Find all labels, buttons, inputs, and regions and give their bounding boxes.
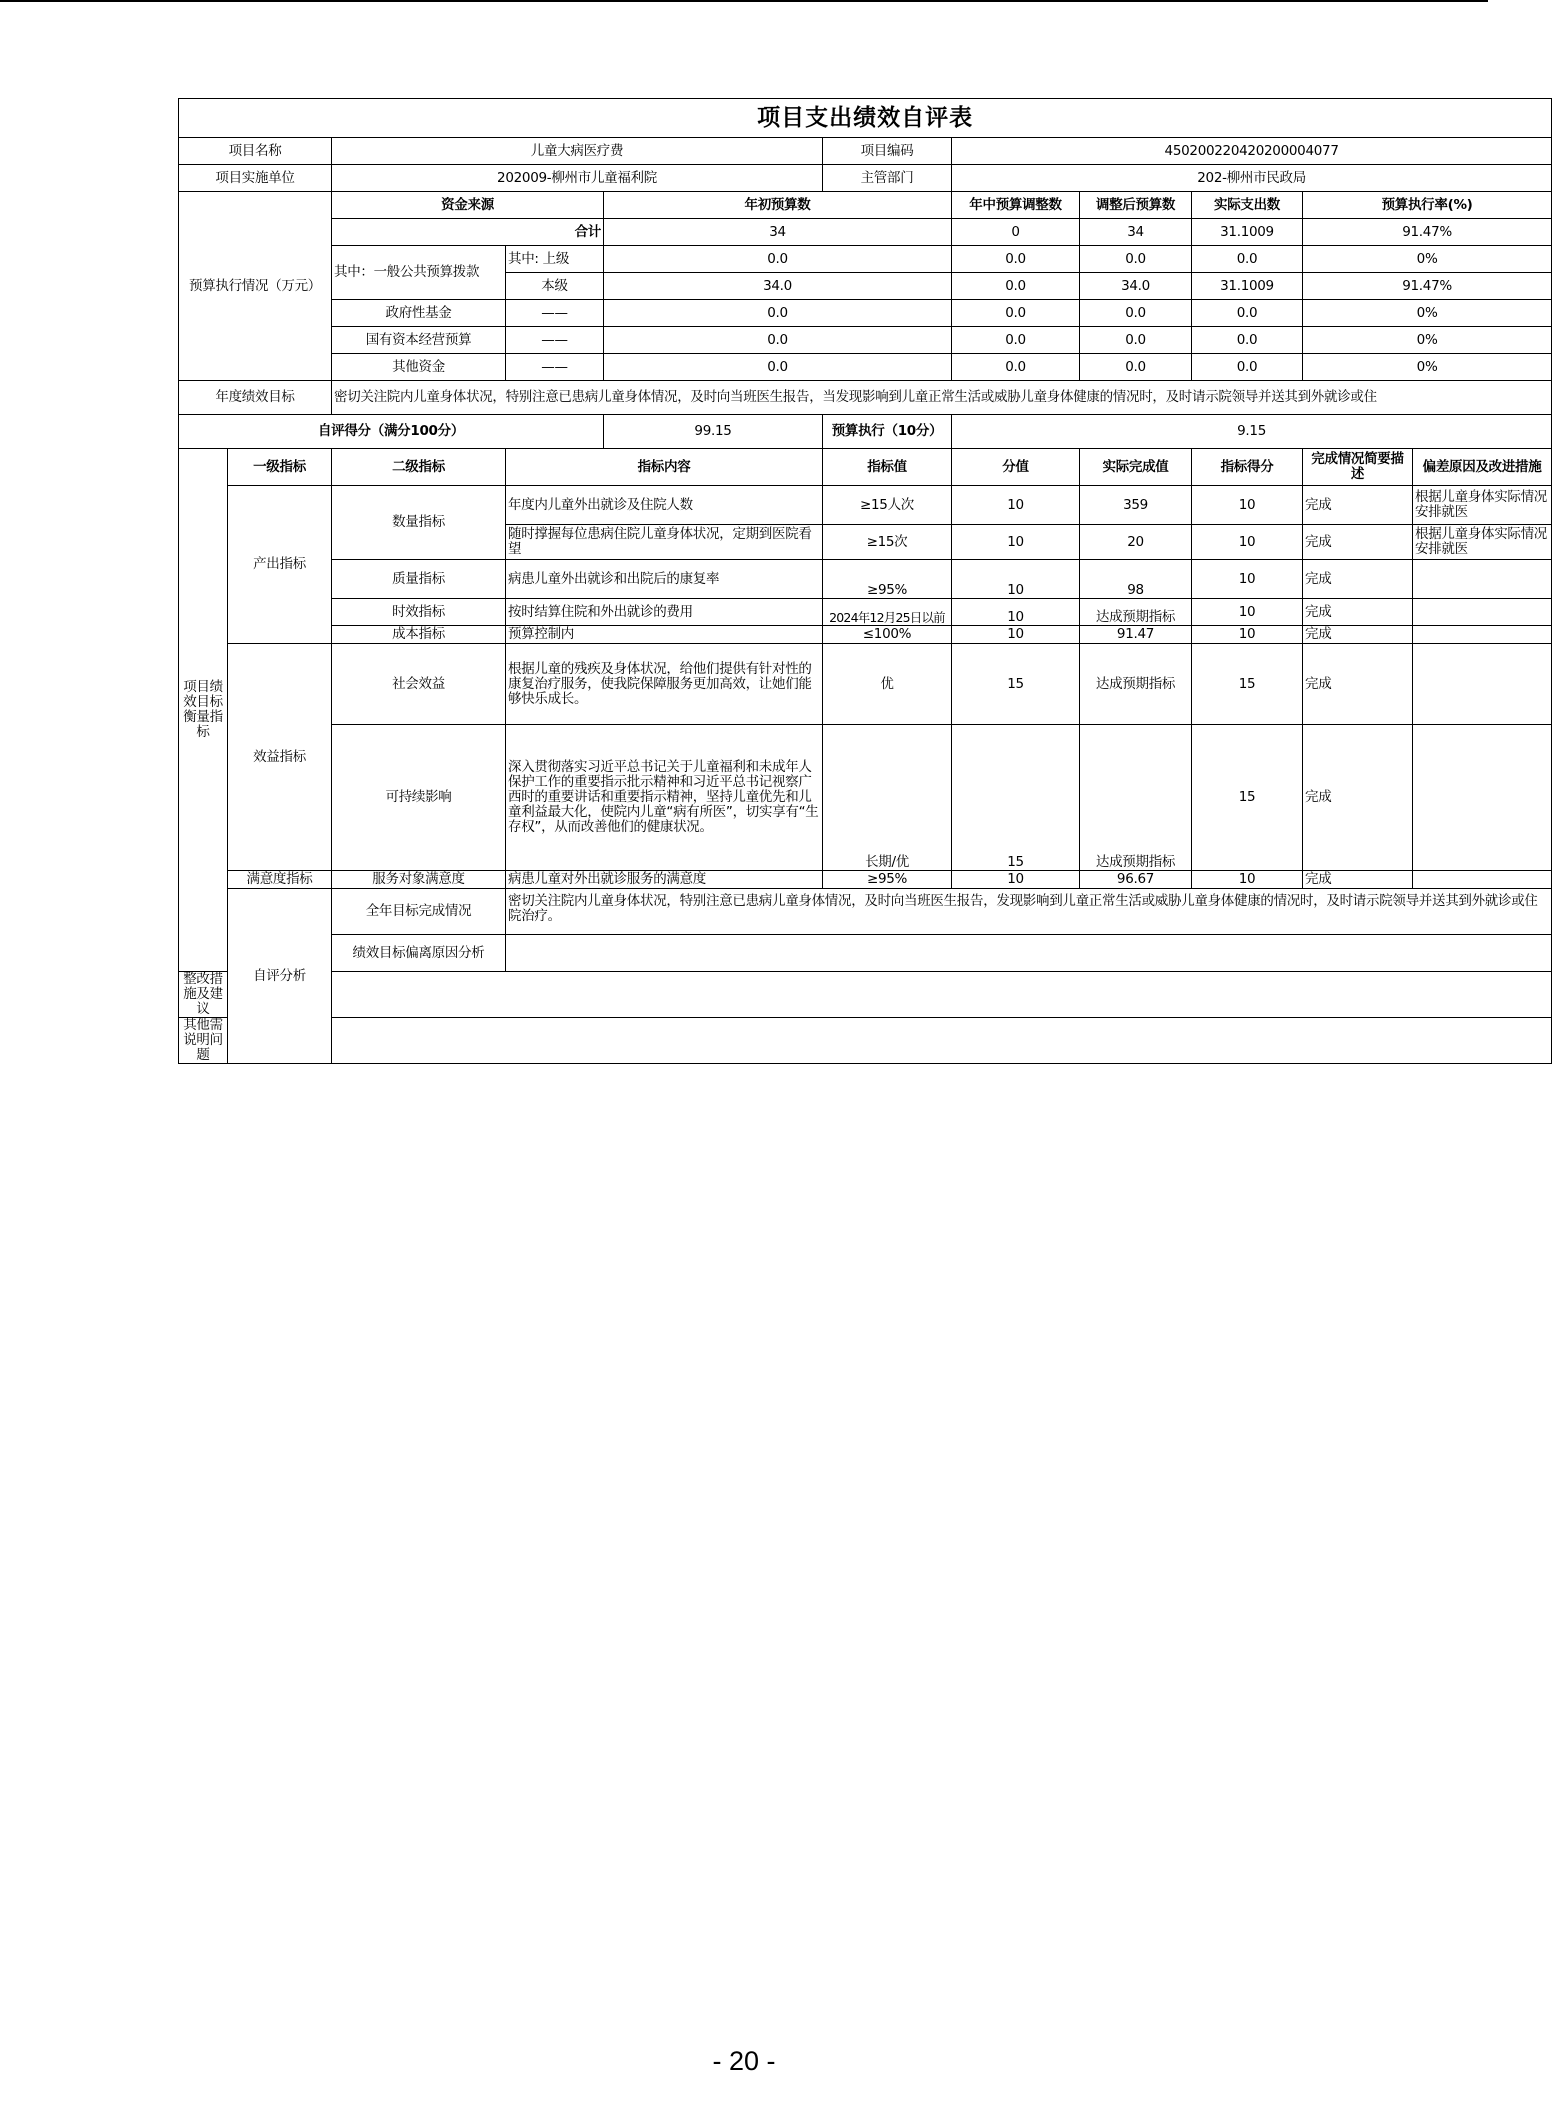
budget-section-label: 预算执行情况（万元） [179, 192, 332, 381]
indicator-reason [1413, 626, 1552, 644]
project-code-label: 项目编码 [823, 138, 952, 165]
upper-adjust: 0.0 [952, 246, 1080, 273]
self-score-label: 自评得分（满分100分） [179, 415, 604, 449]
indicator-status: 完成 [1303, 525, 1413, 560]
budget-exec-score-value: 9.15 [952, 415, 1552, 449]
indicator-content: 随时撑握每位患病住院儿童身体状况，定期到医院看望 [506, 525, 823, 560]
table-row [179, 599, 1552, 626]
indicator-weight: 10 [952, 560, 1080, 599]
gov-fund-initial: 0.0 [604, 300, 952, 327]
table-row [179, 486, 1552, 525]
indicator-actual: 达成预期指标 [1080, 644, 1192, 725]
indicator-actual: 91.47 [1080, 626, 1192, 644]
supervising-dept-value: 202-柳州市民政局 [952, 165, 1552, 192]
general-budget-label: 其中：一般公共预算拨款 [332, 246, 506, 300]
annual-goal-label: 年度绩效目标 [179, 381, 332, 415]
indicator-score: 10 [1192, 560, 1303, 599]
gov-fund-dash: —— [506, 300, 604, 327]
other-fund-initial: 0.0 [604, 354, 952, 381]
budget-govfund-row [179, 300, 1552, 327]
output-indicator-label: 产出指标 [228, 486, 332, 644]
deviation-label: 绩效目标偏离原因分析 [332, 935, 506, 972]
supervising-dept-label: 主管部门 [823, 165, 952, 192]
col-content: 指标内容 [506, 449, 823, 486]
completion-text: 密切关注院内儿童身体状况，特别注意已患病儿童身体情况，及时向当班医生报告，发现影响到儿童正常生活或威胁儿童身体健康的情况时，及时请示院领导并送其到外就诊或住院治疗。 [506, 889, 1552, 935]
total-initial: 34 [604, 219, 952, 246]
other-fund-dash: —— [506, 354, 604, 381]
total-adjust: 0 [952, 219, 1080, 246]
indicator-score: 10 [1192, 871, 1303, 889]
indicator-content: 根据儿童的残疾及身体状况，给他们提供有针对性的康复治疗服务，使我院保障服务更加高效，让她们能够快乐成长。 [506, 644, 823, 725]
title-row [179, 99, 1552, 138]
indicator-actual: 98 [1080, 560, 1192, 599]
budget-upper-row [179, 246, 1552, 273]
state-capital-dash: —— [506, 327, 604, 354]
table-row [179, 725, 1552, 871]
indicator-content: 预算控制内 [506, 626, 823, 644]
local-rate: 91.47% [1303, 273, 1552, 300]
state-capital-rate: 0% [1303, 327, 1552, 354]
indicator-status: 完成 [1303, 725, 1413, 871]
indicator-content: 病患儿童外出就诊和出院后的康复率 [506, 560, 823, 599]
gov-fund-adjust: 0.0 [952, 300, 1080, 327]
other-fund-label: 其他资金 [332, 354, 506, 381]
indicator-content: 深入贯彻落实习近平总书记关于儿童福利和未成年人保护工作的重要指示批示精神和习近平总书记视察广西时的重要讲话和重要指示精神，坚持儿童优先和儿童利益最大化，使院内儿童“病有所医”，切实享有“生存权”，从而改善他们的健康状况。 [506, 725, 823, 871]
other-issues-row [179, 1018, 1552, 1064]
table-row [179, 626, 1552, 644]
timeliness-indicator-label: 时效指标 [332, 599, 506, 626]
local-adjust: 0.0 [952, 273, 1080, 300]
indicator-score: 10 [1192, 626, 1303, 644]
indicator-content: 病患儿童对外出就诊服务的满意度 [506, 871, 823, 889]
indicator-status: 完成 [1303, 486, 1413, 525]
indicator-actual: 359 [1080, 486, 1192, 525]
col-weight: 分值 [952, 449, 1080, 486]
service-satisfaction-label: 服务对象满意度 [332, 871, 506, 889]
budget-total-row [179, 219, 1552, 246]
indicator-score: 15 [1192, 644, 1303, 725]
indicator-reason [1413, 644, 1552, 725]
table-row [179, 871, 1552, 889]
indicator-reason: 根据儿童身体实际情况安排就医 [1413, 486, 1552, 525]
col-fund-source: 资金来源 [332, 192, 604, 219]
satisfaction-indicator-label: 满意度指标 [228, 871, 332, 889]
project-name-row [179, 138, 1552, 165]
col-target: 指标值 [823, 449, 952, 486]
indicator-actual: 20 [1080, 525, 1192, 560]
other-issues-text [332, 1018, 1552, 1064]
indicator-target: ≥95% [823, 560, 952, 599]
score-row [179, 415, 1552, 449]
indicator-actual: 96.67 [1080, 871, 1192, 889]
indicator-weight: 10 [952, 871, 1080, 889]
measures-row [179, 972, 1552, 1018]
cost-indicator-label: 成本指标 [332, 626, 506, 644]
completion-label: 全年目标完成情况 [332, 889, 506, 935]
indicator-weight: 10 [952, 486, 1080, 525]
annual-goal-row [179, 381, 1552, 415]
state-capital-adjusted: 0.0 [1080, 327, 1192, 354]
indicator-score: 10 [1192, 486, 1303, 525]
indicator-weight: 15 [952, 644, 1080, 725]
total-rate: 91.47% [1303, 219, 1552, 246]
gov-fund-rate: 0% [1303, 300, 1552, 327]
indicator-status: 完成 [1303, 626, 1413, 644]
completion-row [179, 889, 1552, 935]
deviation-text [506, 935, 1552, 972]
indicator-target: ≥95% [823, 871, 952, 889]
indicator-weight: 15 [952, 725, 1080, 871]
upper-adjusted: 0.0 [1080, 246, 1192, 273]
state-capital-label: 国有资本经营预算 [332, 327, 506, 354]
col-reason: 偏差原因及改进措施 [1413, 449, 1552, 486]
indicator-weight: 10 [952, 626, 1080, 644]
indicator-score: 10 [1192, 599, 1303, 626]
indicator-reason [1413, 560, 1552, 599]
col-score: 指标得分 [1192, 449, 1303, 486]
upper-actual: 0.0 [1192, 246, 1303, 273]
project-code-value: 450200220420200004077 [952, 138, 1552, 165]
measures-text [332, 972, 1552, 1018]
total-actual: 31.1009 [1192, 219, 1303, 246]
table-title: 项目支出绩效自评表 [179, 99, 1552, 138]
indicator-section-label: 项目绩效目标衡量指标 [179, 449, 228, 972]
indicator-status: 完成 [1303, 644, 1413, 725]
upper-initial: 0.0 [604, 246, 952, 273]
budget-header-row [179, 192, 1552, 219]
deviation-row [179, 935, 1552, 972]
quality-indicator-label: 质量指标 [332, 560, 506, 599]
quantity-indicator-label: 数量指标 [332, 486, 506, 560]
state-capital-actual: 0.0 [1192, 327, 1303, 354]
budget-exec-score-label: 预算执行（10分） [823, 415, 952, 449]
col-status: 完成情况简要描述 [1303, 449, 1413, 486]
indicator-reason [1413, 599, 1552, 626]
other-fund-actual: 0.0 [1192, 354, 1303, 381]
col-actual-spend: 实际支出数 [1192, 192, 1303, 219]
measures-label: 整改措施及建议 [179, 972, 228, 1018]
upper-level-label: 其中: 上级 [506, 246, 604, 273]
state-capital-adjust: 0.0 [952, 327, 1080, 354]
implementing-unit-label: 项目实施单位 [179, 165, 332, 192]
indicator-content: 年度内儿童外出就诊及住院人数 [506, 486, 823, 525]
gov-fund-adjusted: 0.0 [1080, 300, 1192, 327]
indicator-status: 完成 [1303, 599, 1413, 626]
local-adjusted: 34.0 [1080, 273, 1192, 300]
table-row [179, 560, 1552, 599]
indicator-target: ≤100% [823, 626, 952, 644]
indicator-status: 完成 [1303, 871, 1413, 889]
col-adjusted-budget: 调整后预算数 [1080, 192, 1192, 219]
col-midyear-adjust: 年中预算调整数 [952, 192, 1080, 219]
other-fund-adjust: 0.0 [952, 354, 1080, 381]
project-name-value: 儿童大病医疗费 [332, 138, 823, 165]
project-name-label: 项目名称 [179, 138, 332, 165]
gov-fund-actual: 0.0 [1192, 300, 1303, 327]
top-border-line [0, 0, 1488, 2]
page-number: - 20 - [712, 2046, 776, 2076]
analysis-section-label: 自评分析 [228, 889, 332, 1064]
indicator-score: 15 [1192, 725, 1303, 871]
upper-rate: 0% [1303, 246, 1552, 273]
indicator-target: 2024年12月25日以前 [823, 599, 952, 626]
self-score-value: 99.15 [604, 415, 823, 449]
col-initial-budget: 年初预算数 [604, 192, 952, 219]
indicator-target: 优 [823, 644, 952, 725]
local-actual: 31.1009 [1192, 273, 1303, 300]
indicator-target: 长期/优 [823, 725, 952, 871]
indicator-reason: 根据儿童身体实际情况安排就医 [1413, 525, 1552, 560]
indicator-weight: 10 [952, 525, 1080, 560]
social-benefit-label: 社会效益 [332, 644, 506, 725]
annual-goal-text: 密切关注院内儿童身体状况，特别注意已患病儿童身体情况，及时向当班医生报告，当发现影响到儿童正常生活或威胁儿童身体健康的情况时，及时请示院领导并送其到外就诊或住 [332, 381, 1552, 415]
indicator-target: ≥15人次 [823, 486, 952, 525]
other-issues-label: 其他需说明问题 [179, 1018, 228, 1064]
budget-other-row [179, 354, 1552, 381]
project-unit-row [179, 165, 1552, 192]
table-row [179, 644, 1552, 725]
col-actual: 实际完成值 [1080, 449, 1192, 486]
indicator-score: 10 [1192, 525, 1303, 560]
col-execution-rate: 预算执行率(%) [1303, 192, 1552, 219]
gov-fund-label: 政府性基金 [332, 300, 506, 327]
implementing-unit-value: 202009-柳州市儿童福利院 [332, 165, 823, 192]
other-fund-adjusted: 0.0 [1080, 354, 1192, 381]
local-level-label: 本级 [506, 273, 604, 300]
budget-statecap-row [179, 327, 1552, 354]
indicator-status: 完成 [1303, 560, 1413, 599]
indicator-weight: 10 [952, 599, 1080, 626]
sustainable-impact-label: 可持续影响 [332, 725, 506, 871]
indicator-reason [1413, 871, 1552, 889]
indicator-content: 按时结算住院和外出就诊的费用 [506, 599, 823, 626]
local-initial: 34.0 [604, 273, 952, 300]
benefit-indicator-label: 效益指标 [228, 644, 332, 871]
total-label: 合计 [332, 219, 604, 246]
other-fund-rate: 0% [1303, 354, 1552, 381]
performance-self-evaluation-table [178, 98, 1552, 1064]
indicator-target: ≥15次 [823, 525, 952, 560]
indicator-header-row [179, 449, 1552, 486]
indicator-actual: 达成预期指标 [1080, 599, 1192, 626]
col-level1: 一级指标 [228, 449, 332, 486]
total-adjusted: 34 [1080, 219, 1192, 246]
state-capital-initial: 0.0 [604, 327, 952, 354]
col-level2: 二级指标 [332, 449, 506, 486]
indicator-actual: 达成预期指标 [1080, 725, 1192, 871]
indicator-reason [1413, 725, 1552, 871]
